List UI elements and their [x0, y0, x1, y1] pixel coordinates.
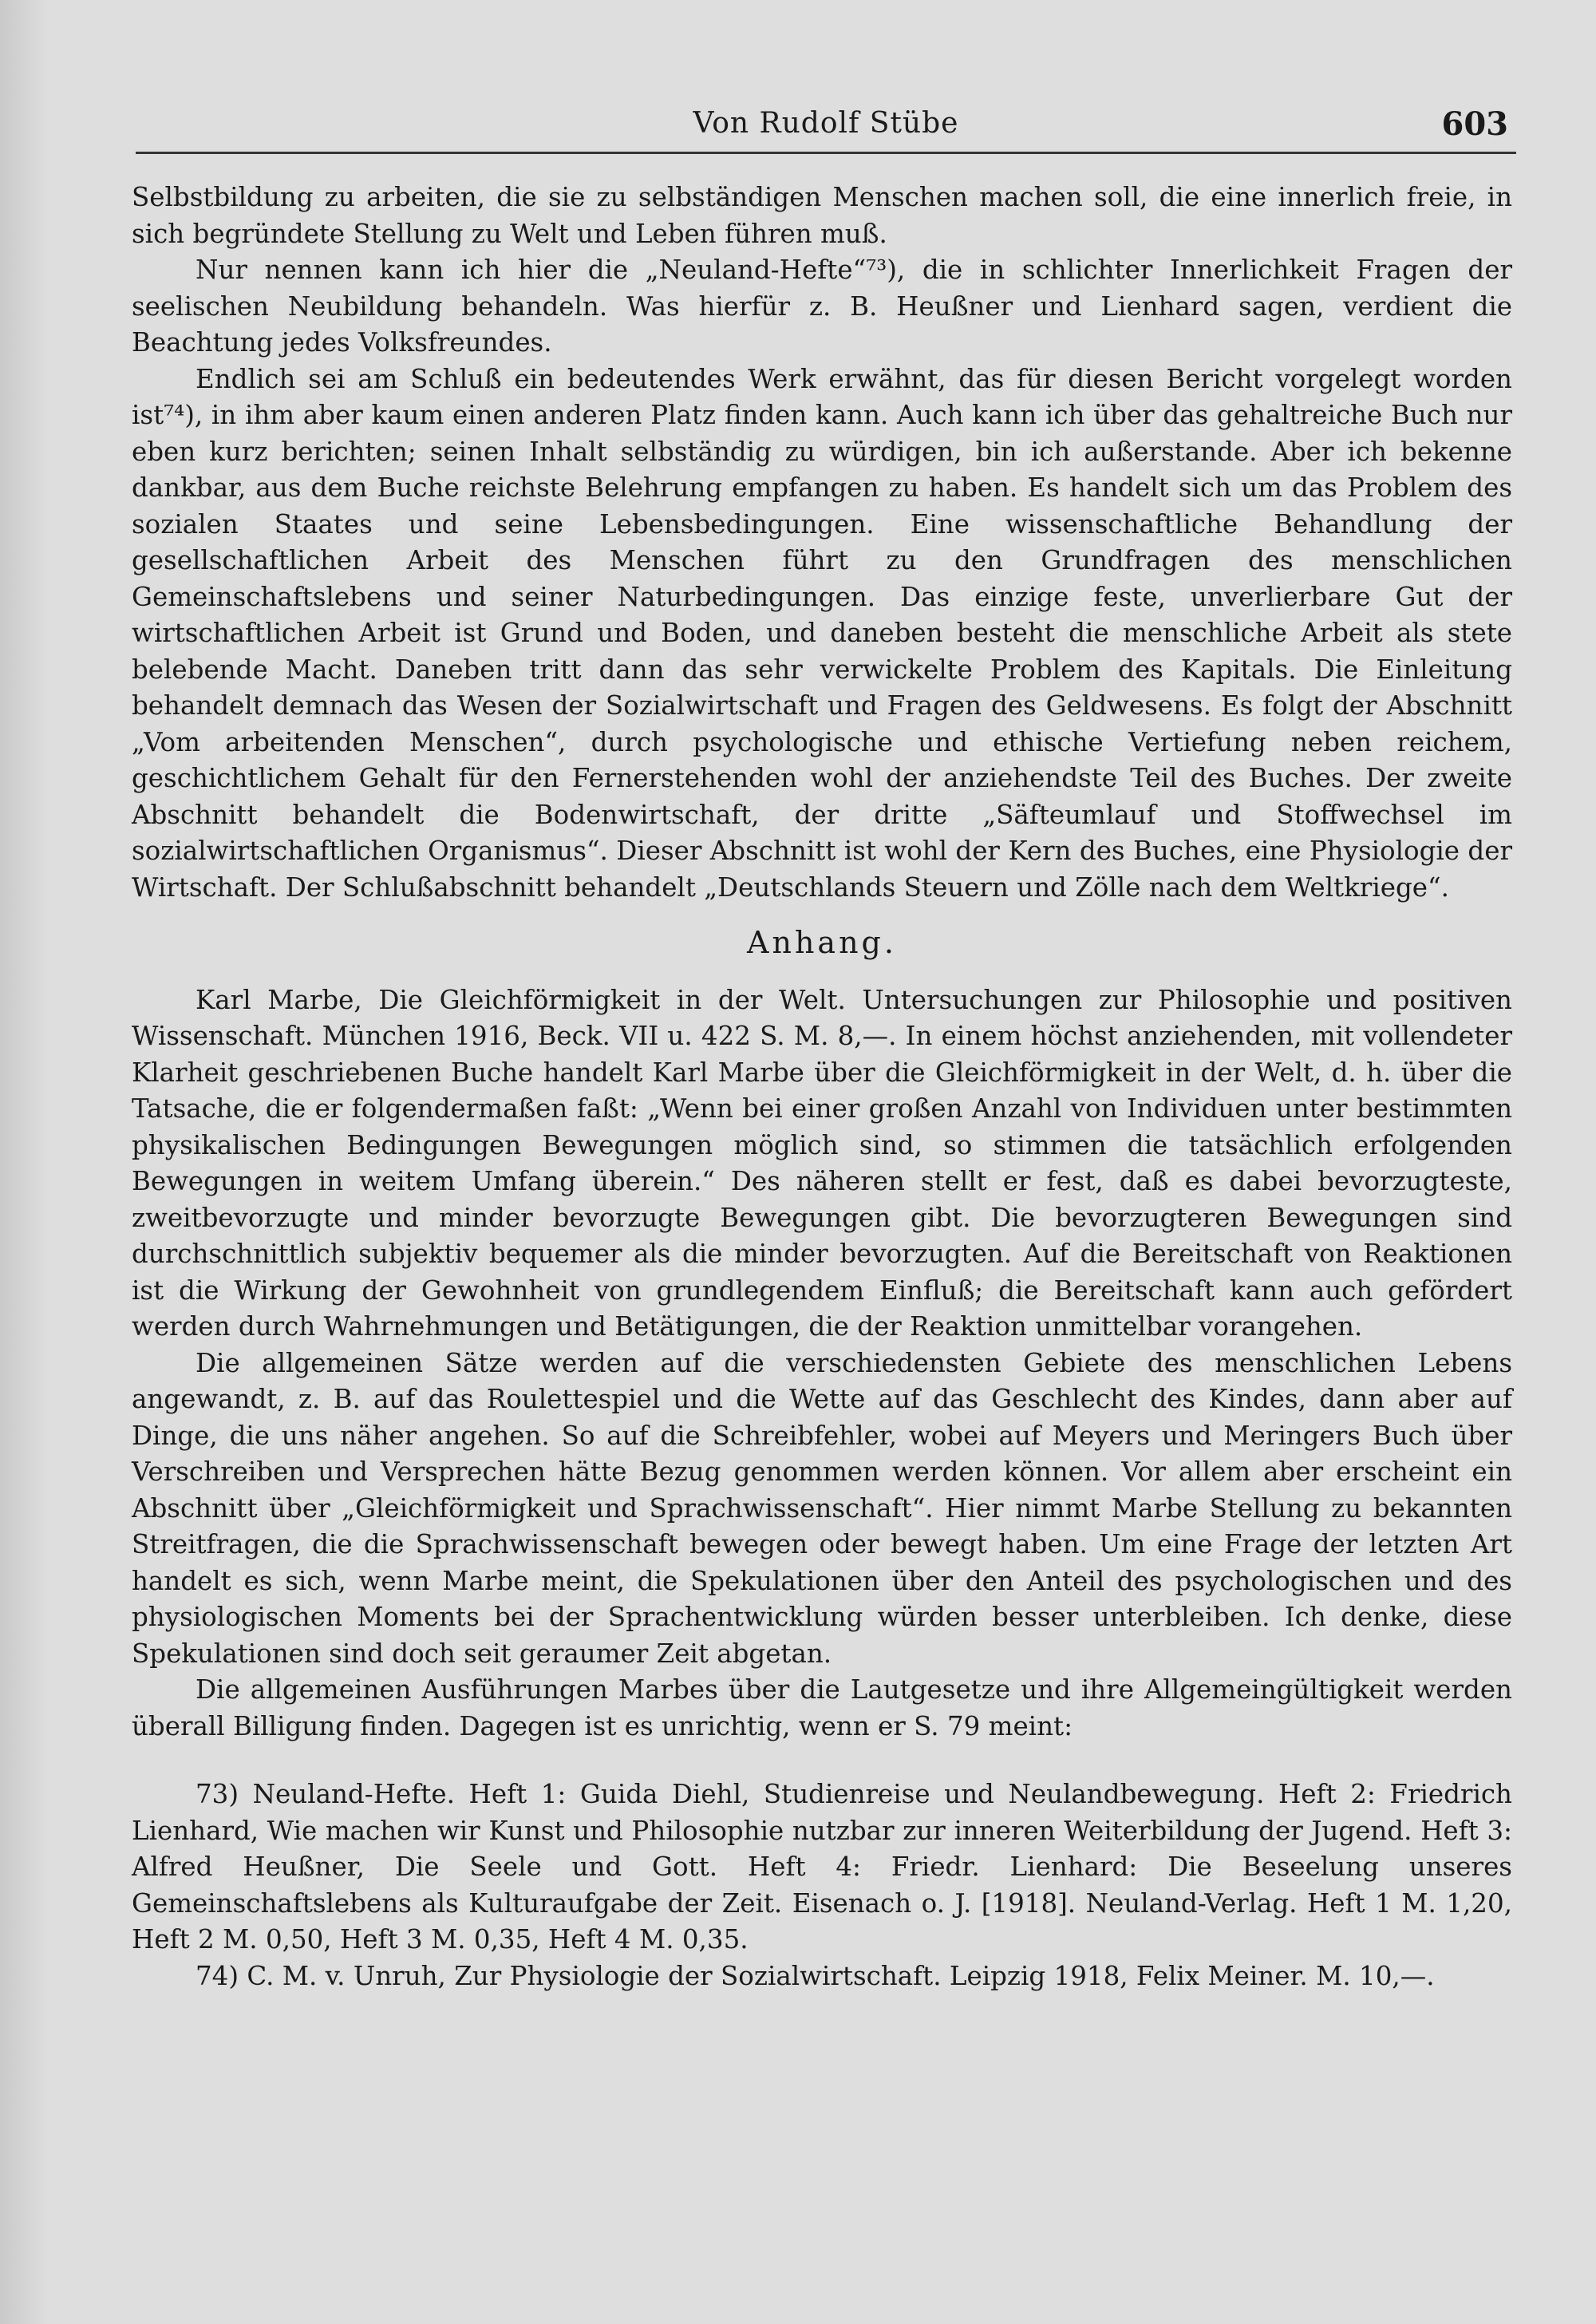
- page-header: [136, 104, 1516, 154]
- appendix-paragraph: Die allgemeinen Ausführungen Marbes über die Lautgesetze und ihre Allgemeingültigkeit werden überall Billigung finden. Dagegen ist es unrichtig, wenn er S. 79 meint:: [132, 1674, 1512, 1741]
- appendix-heading: Anhang.: [747, 925, 897, 960]
- appendix-paragraph: Karl Marbe, Die Gleichförmigkeit in der Welt. Untersuchungen zur Philosophie und positiven Wissenschaft. München 1916, Beck. VII u. 422 S. M. 8,—. In einem höchst anziehenden, mit vollendeter Klarheit geschriebenen Buche handelt Karl Marbe über die Gleichförmigkeit in der Welt, d. h. über die Tatsache, die er folgendermaßen faßt: „Wenn bei einer großen Anzahl von Individuen unter bestimmten physikalischen Bedingungen Bewegungen möglich sind, so stimmen die tatsächlich erfolgenden Bewegungen in weitem Umfang überein.“ Des näheren stellt er fest, daß es dabei bevorzugteste, zweitbevorzugte und minder bevorzugte Bewegungen gibt. Die bevorzugteren Bewegungen sind durchschnittlich subjektiv bequemer als die minder bevorzugten. Auf die Bereitschaft von Reaktionen ist die Wirkung der Gewohnheit von grundlegendem Einfluß; die Bereitschaft kann auch gefördert werden durch Wahrnehmungen und Betätigungen, die der Reaktion unmittelbar vorangehen.: [132, 984, 1512, 1342]
- page-number: 603: [1441, 105, 1508, 143]
- footnote-73: 73) Neuland-Hefte. Heft 1: Guida Diehl, Studienreise und Neulandbewegung. Heft 2: Friedrich Lienhard, Wie machen wir Kunst und Philosophie nutzbar zur inneren Weiterbildung der Jugend. Heft 3: Alfred Heußner, Die Seele und Gott. Heft 4: Friedr. Lienhard: Die Beseelung unseres Gemeinschaftslebens als Kulturaufgabe der Zeit. Eisenach o. J. [1918]. Neuland-Verlag. Heft 1 M. 1,20, Heft 2 M. 0,50, Heft 3 M. 0,35, Heft 4 M. 0,35.: [132, 1779, 1512, 1954]
- paragraph: Endlich sei am Schluß ein bedeutendes Werk erwähnt, das für diesen Bericht vorgelegt worden ist⁷⁴), in ihm aber kaum einen anderen Platz finden kann. Auch kann ich über das gehaltreiche Buch nur eben kurz berichten; seinen Inhalt selbständig zu würdigen, bin ich außerstande. Aber ich bekenne dankbar, aus dem Buche reichste Belehrung empfangen zu haben. Es handelt sich um das Problem des sozialen Staates und seine Lebensbedingungen. Eine wissenschaftliche Behandlung der gesellschaftlichen Arbeit des Menschen führt zu den Grundfragen des menschlichen Gemeinschaftslebens und seiner Naturbedingungen. Das einzige feste, unverlierbare Gut der wirtschaftlichen Arbeit ist Grund und Boden, und daneben besteht die menschliche Arbeit als stete belebende Macht. Daneben tritt dann das sehr verwickelte Problem des Kapitals. Die Einleitung behandelt demnach das Wesen der Sozialwirtschaft und Fragen des Geldwesens. Es folgt der Abschnitt „Vom arbeitenden Menschen“, durch psychologische und ethische Vertiefung neben reichem, geschichtlichem Gehalt für den Fernerstehenden wohl der anziehendste Teil des Buches. Der zweite Abschnitt behandelt die Bodenwirtschaft, der dritte „Säfteumlauf und Stoffwechsel im sozialwirtschaftlichen Organismus“. Dieser Abschnitt ist wohl der Kern des Buches, eine Physiologie der Wirtschaft. Der Schlußabschnitt behandelt „Deutschlands Steuern und Zölle nach dem Weltkriege“.: [132, 363, 1512, 903]
- appendix-paragraph: Die allgemeinen Sätze werden auf die verschiedensten Gebiete des menschlichen Lebens angewandt, z. B. auf das Roulettespiel und die Wette auf das Geschlecht des Kindes, dann aber auf Dinge, die uns näher angehen. So auf die Schreibfehler, wobei auf Meyers und Meringers Buch über Verschreiben und Versprechen hätte Bezug genommen werden können. Vor allem aber erscheint ein Abschnitt über „Gleichförmigkeit und Sprachwissenschaft“. Hier nimmt Marbe Stellung zu bekannten Streitfragen, die die Sprachwissenschaft bewegen oder bewegt haben. Um eine Frage der letzten Art handelt es sich, wenn Marbe meint, die Spekulationen über den Anteil des psychologischen und des physiologischen Moments bei der Sprachentwicklung würden besser unterbleiben. Ich denke, diese Spekulationen sind doch seit geraumer Zeit abgetan.: [132, 1347, 1512, 1669]
- running-title: Von Rudolf Stübe: [693, 107, 959, 140]
- footnote-74: 74) C. M. v. Unruh, Zur Physiologie der Sozialwirtschaft. Leipzig 1918, Felix Meiner. M. 10,—.: [196, 1960, 1435, 1991]
- paragraph: Nur nennen kann ich hier die „Neuland-Hefte“⁷³), die in schlichter Innerlichkeit Fragen der seelischen Neubildung behandeln. Was hierfür z. B. Heußner und Lienhard sagen, verdient die Beachtung jedes Volksfreundes.: [132, 255, 1512, 358]
- paragraph: Selbstbildung zu arbeiten, die sie zu selbständigen Menschen machen soll, die eine innerlich freie, in sich begründete Stellung zu Welt und Leben führen muß.: [132, 182, 1512, 249]
- footnotes: [132, 1777, 1512, 1994]
- main-text: [132, 180, 1512, 1994]
